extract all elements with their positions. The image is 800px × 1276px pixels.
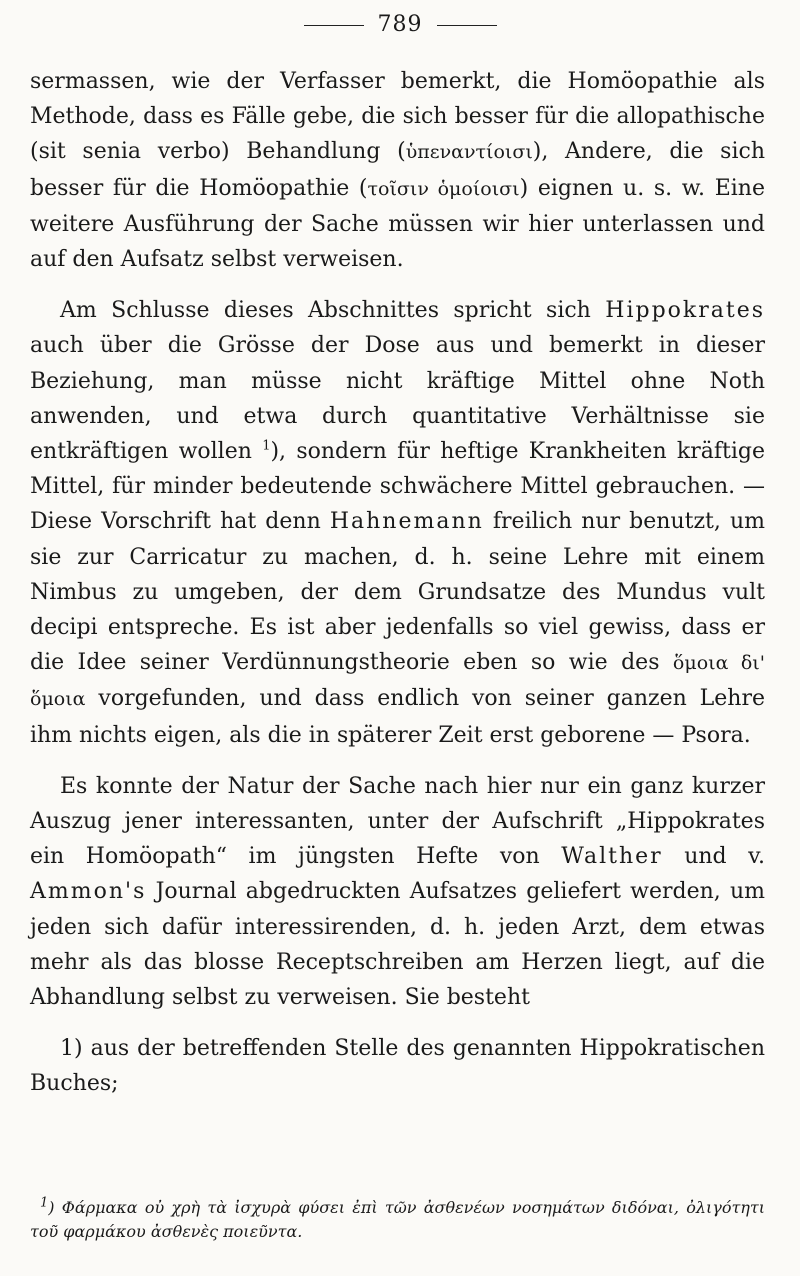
paragraph-1 [30,64,765,277]
p2-name-hahnemann: Hahnemann [329,509,484,535]
paragraph-2 [30,293,765,753]
page-number: 789 [377,12,423,37]
p3-name-ammon: Ammon's [30,879,147,905]
paragraph-4 [30,1031,765,1101]
p2-text-c: ), sondern für heftige Krankheiten kräftige Mittel, für minder bedeutende schwächere Mittel gebrauchen. — Diese Vorschrift hat denn [30,439,765,535]
body-text [30,64,765,1102]
footnote-text: Φάρμακα οὐ χρὴ τὰ ἰσχυρὰ φύσει ἐπὶ τῶν ἀσθενέων νοσημάτων διδόναι, ὀλιγότητι τοῦ φαρμάκου ἀσθενὲς ποιεῦντα. [30,1198,766,1241]
p4-text: 1) aus der betreffenden Stelle des genannten Hippokratischen Buches; [30,1036,765,1097]
p3-text-c: Journal abgedruckten Aufsatzes geliefert werden, um jeden sich dafür interessirenden, d. h. jeden Arzt, dem etwas mehr als das blosse Receptschreiben am Herzen liegt, auf die Abhandlung selbst zu verweisen. Sie besteht [30,879,765,1011]
p1-greek-a: ὑπεναντίοισι [405,141,533,164]
p2-text-b: auch über die Grösse der Dose aus und bemerkt in dieser Beziehung, man müsse nicht kräftige Mittel ohne Noth anwenden, und etwa durch quantitative Verhältnisse sie entkräftigen wollen [30,333,765,465]
p1-text-b: ), Andere, die sich besser für die Homöopathie ( [30,139,765,201]
p2-greek: ὅμοια δι' ὅμοια [30,652,765,711]
page-header [0,12,800,37]
paragraph-3 [30,769,765,1015]
p1-text-a: sermassen, wie der Verfasser bemerkt, die Homöopathie als Methode, dass es Fälle gebe, die sich besser für die allopathische (sit senia verbo) Behandlung ( [30,69,765,165]
p1-text-c: ) eignen u. s. w. Eine weitere Ausführung der Sache müssen wir hier unterlassen und auf den Aufsatz selbst verweisen. [30,175,765,273]
p2-text-a: Am Schlusse dieses Abschnittes spricht sich [60,298,591,324]
p3-text-a: Es konnte der Natur der Sache nach hier nur ein ganz kurzer Auszug jener interessanten, unter der Aufschrift „Hippokrates ein Homöopath“ im jüngsten Hefte von [30,773,765,870]
p3-name-walther: Walther [561,844,663,870]
p2-text-e: vorgefunden, und dass endlich von seiner ganzen Lehre ihm nichts eigen, als die in späterer Zeit erst geborene — Psora. [30,686,765,748]
header-rule-right [437,25,497,26]
footnote-ref[interactable]: 1 [262,438,271,454]
footnote-marker: 1 [40,1195,49,1211]
p2-text-d: freilich nur benutzt, um sie zur Carricatur zu machen, d. h. seine Lehre mit einem Nimbus zu umgeben, der dem Grundsatze des Mundus vult decipi entspreche. Es ist aber jedenfalls so viel gewiss, dass er die Idee seiner Verdünnungstheorie eben so wie des [30,509,765,676]
p2-name-hippokrates: Hippokrates [605,298,766,324]
footnote: $^1$) Φάρμακα οὐ χρὴ τὰ ἰσχυρὰ φύσει ἐπὶ τῶν ἀσθενέων νοσημάτων διδόναι, ὀλιγότητι τοῦ φαρμάκου ἀσθενὲς ποιεῦντα. [30,1195,766,1241]
header-rule-left [304,25,364,26]
p3-text-b: und v. [684,844,765,870]
p1-greek-b: τοῖσιν ὁμοίοισι [367,177,520,200]
